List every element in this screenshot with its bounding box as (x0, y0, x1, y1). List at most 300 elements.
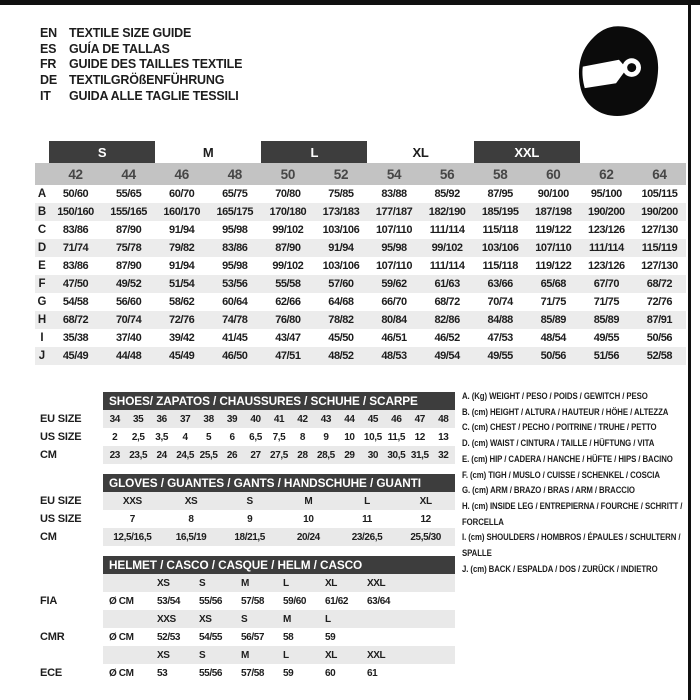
table-cell (361, 628, 403, 646)
row-label: EU SIZE (40, 413, 82, 425)
row-letter: H (37, 314, 47, 326)
size-value-cell: 177/187 (375, 206, 413, 218)
table-cell: 23 (109, 449, 120, 461)
language-title-list (40, 26, 242, 105)
size-value-cell: 83/88 (381, 188, 407, 200)
table-cell: L (283, 577, 289, 589)
row-letter: F (38, 278, 46, 290)
table-cell: 7 (129, 513, 135, 525)
legend-item: E. (cm) HIP / CADERA / HANCHE / HÜFTE / HIPS / BACINO (462, 453, 673, 464)
language-title: GUIDE DES TAILLES TEXTILE (69, 57, 243, 72)
table-cell: M (283, 613, 291, 625)
size-col-header: 42 (68, 166, 83, 182)
size-value-cell: 123/126 (588, 260, 625, 272)
table-cell: 9 (247, 513, 253, 525)
table-cell: 24 (156, 449, 167, 461)
table-row (103, 628, 455, 646)
table-cell: 16,5/19 (175, 531, 207, 543)
size-value-cell: 45/50 (328, 332, 354, 344)
table-cell: XXL (367, 577, 386, 589)
size-value-cell: 111/114 (588, 242, 624, 254)
size-value-cell: 83/86 (62, 260, 89, 272)
table-row (103, 664, 455, 682)
row-letter: C (37, 224, 47, 236)
size-value-cell: 60/64 (222, 296, 248, 308)
size-value-cell: 70/74 (487, 296, 513, 308)
size-value-cell: 83/86 (62, 224, 89, 236)
table-cell: 34 (109, 413, 120, 425)
size-col-header: 62 (599, 166, 614, 182)
table-cell: XS (157, 577, 170, 589)
size-value-cell: 48/52 (328, 350, 354, 362)
size-col-header: 50 (280, 166, 296, 182)
measurement-legend (462, 389, 694, 577)
table-cell: 45 (367, 413, 379, 425)
size-value-cell: 72/76 (646, 296, 673, 308)
row-letter: E (38, 260, 46, 272)
table-cell: 25,5 (199, 449, 218, 461)
table-cell: XXL (367, 649, 386, 661)
size-value-cell: 70/74 (115, 314, 142, 326)
row-label: US SIZE (40, 513, 82, 525)
size-col-header: 60 (546, 166, 561, 182)
size-value-cell: 115/119 (641, 242, 678, 254)
table-cell: M (304, 495, 313, 507)
size-value-cell: 75/78 (115, 242, 142, 254)
row-label: CMR (40, 631, 65, 643)
legend-item: I. (cm) SHOULDERS / HOMBROS / ÉPAULES / SCHULTERN / SPALLE (462, 532, 681, 559)
table-cell: 2,5 (131, 431, 145, 443)
table-cell: 28,5 (316, 449, 335, 461)
table-row (103, 646, 455, 664)
size-col-header: 56 (439, 166, 455, 182)
table-cell: 27,5 (270, 449, 288, 461)
size-value-cell: 95/98 (381, 242, 407, 254)
language-code: DE (40, 73, 57, 88)
size-value-cell: 68/72 (646, 278, 673, 290)
table-cell: 23/26,5 (351, 531, 383, 543)
row-letter: D (37, 242, 47, 254)
table-cell: XL (419, 495, 432, 507)
table-cell: 43 (320, 413, 332, 425)
row-letter: G (37, 296, 47, 308)
table-cell: M (241, 649, 249, 661)
size-value-cell: 74/78 (222, 314, 248, 326)
table-cell: 26 (226, 449, 238, 461)
size-value-cell: 95/100 (590, 188, 622, 200)
language-item (40, 73, 242, 89)
table-cell: 55/56 (199, 595, 223, 607)
table-cell: 40 (250, 413, 261, 425)
size-value-cell: 80/84 (381, 314, 407, 326)
table-cell: 18/21,5 (234, 531, 265, 543)
legend-item: J. (cm) BACK / ESPALDA / DOS / ZURÜCK / INDIETRO (462, 563, 658, 574)
size-value-cell: 78/82 (328, 314, 354, 326)
size-value-cell: 85/92 (434, 188, 460, 200)
size-value-cell: 49/55 (593, 332, 619, 344)
table-cell: 12,5/16,5 (113, 531, 152, 543)
table-cell: L (364, 495, 370, 507)
legend-item: D. (cm) WAIST / CINTURA / TAILLE / HÜFTUNG / VITA (462, 438, 655, 449)
size-value-cell: 72/76 (169, 314, 195, 326)
table-cell: 10 (303, 513, 314, 525)
size-value-cell: 66/70 (381, 296, 407, 308)
size-value-cell: 55/58 (275, 278, 301, 290)
gloves-size-table (35, 474, 455, 546)
table-row (103, 410, 455, 428)
table-cell: 39 (226, 413, 238, 425)
size-value-cell: 44/48 (115, 350, 142, 362)
size-value-cell: 111/114 (429, 260, 465, 272)
diameter-label (103, 610, 151, 628)
row-label (35, 392, 103, 410)
size-value-cell: 50/56 (646, 332, 673, 344)
table-cell: 58 (283, 631, 294, 643)
size-value-cell: 50/56 (540, 350, 566, 362)
row-label (35, 610, 103, 628)
table-cell: 46 (391, 413, 402, 425)
size-value-cell: 56/60 (115, 296, 142, 308)
size-value-cell: 47/51 (275, 350, 301, 362)
size-group-s: S (49, 141, 155, 163)
size-value-cell: 87/90 (115, 224, 142, 236)
textile-size-table (35, 141, 686, 365)
size-value-cell: 68/72 (62, 314, 89, 326)
table-cell: 56/57 (241, 631, 265, 643)
table-cell: 10,5 (363, 431, 382, 443)
table-cell: 9 (323, 431, 329, 443)
size-value-cell: 95/98 (222, 260, 248, 272)
size-value-cell: 91/94 (169, 224, 195, 236)
table-cell: 41 (273, 413, 285, 425)
table-cell: 63/64 (367, 595, 391, 607)
size-value-cell: 107/110 (535, 242, 572, 254)
size-col-header: 64 (652, 166, 667, 182)
table-row (103, 610, 455, 628)
language-code: IT (40, 88, 51, 103)
language-title: GUIDA ALLE TAGLIE TESSILI (69, 88, 239, 103)
size-value-cell: 59/62 (381, 278, 407, 290)
table-cell: 11,5 (387, 431, 405, 443)
size-col-header: 52 (333, 166, 349, 182)
size-value-cell: 119/122 (535, 260, 572, 272)
size-group-row (35, 141, 686, 163)
row-label: FIA (40, 595, 58, 607)
size-value-cell: 111/114 (429, 224, 465, 236)
table-cell: 12 (420, 513, 431, 525)
right-border-line (688, 0, 691, 700)
size-value-cell: 65/68 (540, 278, 566, 290)
table-cell: 7,5 (272, 431, 286, 443)
size-value-cell: 49/52 (115, 278, 142, 290)
size-value-cell: 119/122 (535, 224, 572, 236)
table-cell: 59 (283, 667, 294, 679)
table-cell: 8 (188, 513, 194, 525)
size-value-cell: 53/56 (222, 278, 248, 290)
size-col-header: 58 (492, 166, 508, 182)
size-value-cell: 51/54 (169, 278, 195, 290)
size-value-cell: 187/198 (534, 206, 572, 218)
table-cell: 20/24 (296, 531, 320, 543)
size-value-cell: 127/130 (641, 260, 678, 272)
size-value-cell: 71/74 (62, 242, 89, 254)
size-value-cell: 61/63 (434, 278, 460, 290)
measurement-row-f (35, 275, 686, 293)
table-cell: 6,5 (249, 431, 262, 443)
size-value-cell: 99/102 (272, 260, 304, 272)
diameter-label (103, 574, 151, 592)
table-content (103, 392, 455, 464)
row-label: CM (40, 531, 57, 543)
language-item (40, 42, 242, 58)
size-value-cell: 46/52 (434, 332, 460, 344)
size-value-cell: 49/54 (434, 350, 460, 362)
table-row (103, 510, 455, 528)
racing-helmet-icon (574, 23, 662, 120)
table-cell: 59 (325, 631, 336, 643)
size-value-cell: 52/58 (646, 350, 673, 362)
size-value-cell: 87/95 (487, 188, 513, 200)
size-value-cell: 45/49 (62, 350, 89, 362)
table-cell: 47 (414, 413, 425, 425)
size-value-cell: 165/175 (216, 206, 254, 218)
table-cell: 5 (206, 431, 212, 443)
size-value-cell: 68/72 (434, 296, 460, 308)
table-cell: 44 (344, 413, 355, 425)
size-value-cell: 87/90 (275, 242, 301, 254)
row-label: ECE (40, 667, 63, 679)
size-group-xxl: XXL (474, 141, 580, 163)
row-label-column (35, 556, 103, 682)
legend-item: H. (cm) INSIDE LEG / ENTREPIERNA / FOURCHE / SCHRITT / FORCELLA (462, 500, 683, 527)
table-cell: 38 (203, 413, 214, 425)
table-cell: 12 (414, 431, 425, 443)
row-label: EU SIZE (40, 495, 82, 507)
table-content (103, 556, 455, 682)
size-value-cell: 41/45 (222, 332, 248, 344)
size-value-cell: 58/62 (169, 296, 195, 308)
size-value-cell: 64/68 (328, 296, 354, 308)
table-cell: 2 (112, 431, 118, 443)
language-title: TEXTILE SIZE GUIDE (69, 26, 192, 40)
language-item (40, 26, 242, 42)
measurement-row-c (35, 221, 686, 239)
measurement-row-g (35, 293, 686, 311)
table-cell: 37 (179, 413, 191, 425)
diameter-label: Ø CM (109, 667, 134, 679)
table-row (103, 492, 455, 510)
table-cell: 42 (297, 413, 308, 425)
language-code: ES (40, 41, 57, 56)
table-row (103, 528, 455, 546)
row-letter: I (40, 332, 44, 344)
language-code: EN (40, 26, 57, 40)
size-value-cell: 85/89 (593, 314, 619, 326)
size-value-cell: 90/100 (537, 188, 569, 200)
size-value-cell: 35/38 (62, 332, 89, 344)
size-value-cell: 82/86 (434, 314, 460, 326)
table-cell: 25,5/30 (410, 531, 441, 543)
size-value-cell: 87/90 (115, 260, 142, 272)
table-cell: 32 (438, 449, 449, 461)
legend-item: A. (Kg) WEIGHT / PESO / POIDS / GEWITCH / PESO (462, 391, 648, 401)
size-value-cell: 83/86 (222, 242, 248, 254)
size-value-cell: 185/195 (481, 206, 519, 218)
size-value-cell: 190/200 (641, 206, 678, 218)
table-cell: M (241, 577, 249, 589)
size-value-cell: 39/42 (169, 332, 195, 344)
size-value-cell: 50/60 (62, 188, 89, 200)
size-value-cell: 46/50 (222, 350, 248, 362)
table-cell: 30,5 (387, 449, 406, 461)
table-cell: 8 (299, 431, 306, 443)
table-cell: L (325, 613, 331, 625)
size-value-cell: 150/160 (57, 206, 94, 218)
table-cell: 29 (344, 449, 355, 461)
table-cell: 6 (229, 431, 235, 443)
table-cell: 31,5 (410, 449, 429, 461)
size-value-cell: 103/106 (322, 260, 360, 272)
size-col-header: 46 (174, 166, 189, 182)
table-title-bar: HELMET / CASCO / CASQUE / HELM / CASCO (103, 556, 455, 574)
language-code: FR (40, 57, 57, 72)
table-title-bar: SHOES/ ZAPATOS / CHAUSSURES / SCHUHE / SCARPE (103, 392, 455, 410)
measurement-row-a (35, 185, 686, 203)
table-cell: 27 (250, 449, 261, 461)
table-cell: 52/53 (157, 631, 181, 643)
row-label-column (35, 474, 103, 546)
table-cell: 30 (367, 449, 379, 461)
table-cell: 10 (344, 431, 355, 443)
measurement-row-h (35, 311, 686, 329)
size-value-cell: 99/102 (431, 242, 463, 254)
table-cell: 11 (362, 513, 372, 525)
size-value-cell: 48/54 (540, 332, 566, 344)
size-value-cell: 123/126 (588, 224, 625, 236)
legend-item: G. (cm) ARM / BRAZO / BRAS / ARM / BRACCIO (462, 485, 635, 496)
table-row (103, 428, 455, 446)
size-group-xl: XL (412, 144, 429, 160)
row-label (35, 574, 103, 592)
measurement-row-d (35, 239, 686, 257)
size-value-cell: 63/66 (487, 278, 513, 290)
row-label (35, 646, 103, 664)
size-value-cell: 55/65 (115, 188, 142, 200)
group-row-spacer (35, 141, 49, 163)
size-value-cell: 95/98 (222, 224, 248, 236)
table-title-bar: GLOVES / GUANTES / GANTS / HANDSCHUHE / GUANTI (103, 474, 455, 492)
size-value-cell: 107/110 (376, 224, 413, 236)
top-border-line (0, 0, 700, 5)
size-value-cell: 103/106 (322, 224, 360, 236)
size-value-cell: 43/47 (275, 332, 301, 344)
legend-item: F. (cm) TIGH / MUSLO / CUISSE / SCHENKEL / COSCIA (462, 469, 660, 480)
row-letter: A (37, 188, 47, 200)
size-value-cell: 107/110 (376, 260, 413, 272)
diameter-label: Ø CM (109, 631, 134, 643)
table-cell: S (241, 613, 248, 625)
size-value-cell: 49/55 (487, 350, 513, 362)
table-cell: 23,5 (129, 449, 148, 461)
table-cell: S (199, 577, 206, 589)
diameter-label (103, 646, 151, 664)
table-cell: 3,5 (155, 431, 168, 443)
size-row-spacer (35, 163, 49, 185)
table-cell: L (283, 649, 289, 661)
table-cell: 60 (325, 667, 336, 679)
size-value-cell: 115/118 (482, 260, 518, 272)
size-col-header: 54 (386, 166, 402, 182)
row-label-column (35, 392, 103, 464)
row-letter: B (37, 206, 47, 218)
helmet-size-table (35, 556, 455, 682)
size-value-cell: 71/75 (540, 296, 566, 308)
table-cell: 36 (156, 413, 167, 425)
table-cell: XL (325, 649, 337, 661)
group-row-spacer (580, 141, 633, 163)
size-value-cell: 57/60 (328, 278, 354, 290)
size-value-cell: 160/170 (163, 206, 200, 218)
table-cell: 55/56 (199, 667, 223, 679)
table-row (103, 592, 455, 610)
table-cell: XL (325, 577, 337, 589)
table-cell: 24,5 (176, 449, 195, 461)
size-value-cell: 46/51 (381, 332, 407, 344)
size-value-cell: 71/75 (593, 296, 619, 308)
size-value-cell: 75/85 (328, 188, 354, 200)
table-cell (361, 610, 403, 628)
size-group-m: M (202, 144, 214, 160)
size-value-cell: 190/200 (588, 206, 625, 218)
size-value-cell: 115/118 (482, 224, 518, 236)
table-cell: 53/54 (157, 595, 181, 607)
table-cell: S (199, 649, 206, 661)
table-cell: 57/58 (241, 595, 265, 607)
size-value-cell: 65/75 (222, 188, 248, 200)
measurement-row-b (35, 203, 686, 221)
measurement-row-j (35, 347, 686, 365)
table-cell: 57/58 (241, 667, 265, 679)
shoes-size-table (35, 392, 455, 464)
size-value-cell: 70/80 (275, 188, 301, 200)
size-header-row (35, 163, 686, 185)
size-value-cell: 84/88 (487, 314, 513, 326)
table-content (103, 474, 455, 546)
size-value-cell: 155/165 (110, 206, 147, 218)
size-value-cell: 173/183 (322, 206, 360, 218)
size-value-cell: 51/56 (593, 350, 619, 362)
table-cell: 59/60 (283, 595, 307, 607)
table-cell: 48 (438, 413, 449, 425)
table-cell: 54/55 (199, 631, 223, 643)
size-value-cell: 45/49 (169, 350, 195, 362)
size-value-cell: 76/80 (275, 314, 301, 326)
language-title: TEXTILGRÖßENFÜHRUNG (69, 73, 225, 88)
size-value-cell: 60/70 (169, 188, 195, 200)
table-cell: 61 (367, 667, 378, 679)
table-cell: 4 (182, 431, 188, 443)
table-row (103, 446, 455, 464)
table-row (103, 574, 455, 592)
size-value-cell: 182/190 (428, 206, 466, 218)
diameter-label: Ø CM (109, 595, 134, 607)
table-cell: 28 (297, 449, 308, 461)
table-cell: XS (157, 649, 170, 661)
size-value-cell: 105/115 (641, 188, 678, 200)
size-value-cell: 99/102 (272, 224, 304, 236)
table-cell: 53 (157, 667, 168, 679)
size-value-cell: 67/70 (593, 278, 619, 290)
